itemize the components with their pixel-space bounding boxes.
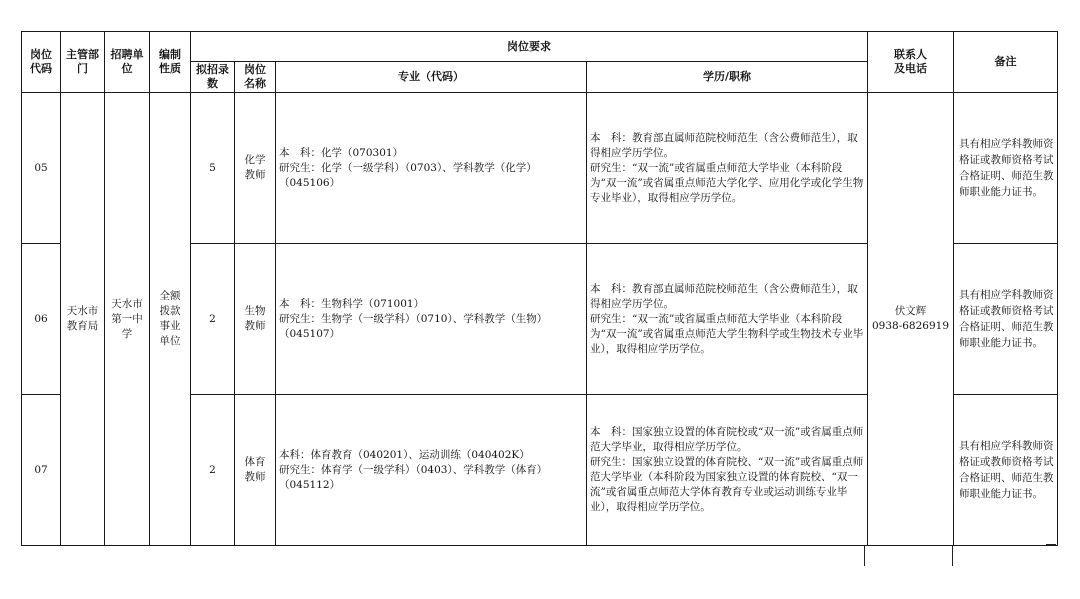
header-major: 专业（代码） bbox=[276, 62, 587, 93]
education-cell: 本 科：教育部直属师范院校师范生（含公费师范生），取得相应学历学位。 研究生：“双一流”或省属重点师范大学毕业（本科阶段为“双一流”或省属重点师范大学化学、应用化学或化学生物专业毕业），取得相应学历学位。 bbox=[587, 93, 868, 244]
header-education: 学历/职称 bbox=[587, 62, 868, 93]
scan-mark bbox=[952, 546, 953, 566]
header-planned-count: 拟招录 数 bbox=[191, 62, 235, 93]
scan-mark bbox=[864, 546, 865, 566]
planned-count-cell: 2 bbox=[191, 395, 235, 546]
header-post-code: 岗位 代码 bbox=[22, 32, 61, 93]
planned-count-cell: 2 bbox=[191, 244, 235, 395]
post-code-cell: 07 bbox=[22, 395, 61, 546]
contact-cell: 伏文辉 0938-6826919 bbox=[868, 93, 954, 546]
major-cell: 本科：体育教育（040201）、运动训练（040402K） 研究生：体育学（一级学科）（0403）、学科教学（体育）（045112） bbox=[276, 395, 587, 546]
header-employer: 招聘单 位 bbox=[105, 32, 150, 93]
major-cell: 本 科：生物科学（071001） 研究生：生物学（一级学科）（0710）、学科教学（生物）（045107） bbox=[276, 244, 587, 395]
scan-mark bbox=[1046, 544, 1056, 545]
header-requirements-group: 岗位要求 bbox=[191, 32, 868, 62]
remarks-cell: 具有相应学科教师资格证或教师资格考试合格证明、师范生教师职业能力证书。 bbox=[954, 244, 1058, 395]
post-name-cell: 化学 教师 bbox=[235, 93, 276, 244]
education-cell: 本 科：教育部直属师范院校师范生（含公费师范生），取得相应学历学位。 研究生：“双一流”或省属重点师范大学毕业（本科阶段为“双一流”或省属重点师范大学生物科学或生物技术专业毕业），取得相应学历学位。 bbox=[587, 244, 868, 395]
planned-count-cell: 5 bbox=[191, 93, 235, 244]
post-name-cell: 生物 教师 bbox=[235, 244, 276, 395]
table-row bbox=[22, 93, 1058, 244]
recruitment-table bbox=[21, 31, 1058, 546]
remarks-cell: 具有相应学科教师资格证或教师资格考试合格证明、师范生教师职业能力证书。 bbox=[954, 93, 1058, 244]
header-staffing-nature: 编制 性质 bbox=[150, 32, 191, 93]
remarks-cell: 具有相应学科教师资格证或教师资格考试合格证明、师范生教师职业能力证书。 bbox=[954, 395, 1058, 546]
staffing-nature-cell: 全额 拨款 事业 单位 bbox=[150, 93, 191, 546]
employer-cell: 天水市 第一中 学 bbox=[105, 93, 150, 546]
header-row-1 bbox=[22, 32, 1058, 62]
header-remarks: 备注 bbox=[954, 32, 1058, 93]
post-code-cell: 05 bbox=[22, 93, 61, 244]
major-cell: 本 科：化学（070301） 研究生：化学（一级学科）（0703）、学科教学（化学）（045106） bbox=[276, 93, 587, 244]
header-post-name: 岗位 名称 bbox=[235, 62, 276, 93]
post-name-cell: 体育 教师 bbox=[235, 395, 276, 546]
header-department: 主管部 门 bbox=[61, 32, 105, 93]
department-cell: 天水市 教育局 bbox=[61, 93, 105, 546]
header-contact: 联系人 及电话 bbox=[868, 32, 954, 93]
education-cell: 本 科：国家独立设置的体育院校或“双一流”或省属重点师范大学毕业，取得相应学历学位。 研究生：国家独立设置的体育院校、“双一流”或省属重点师范大学毕业（本科阶段为国家独立设置的体育院校、“双一流”或省属重点师范大学体育教育专业或运动训练专业毕业），取得相应学历学位。 bbox=[587, 395, 868, 546]
post-code-cell: 06 bbox=[22, 244, 61, 395]
